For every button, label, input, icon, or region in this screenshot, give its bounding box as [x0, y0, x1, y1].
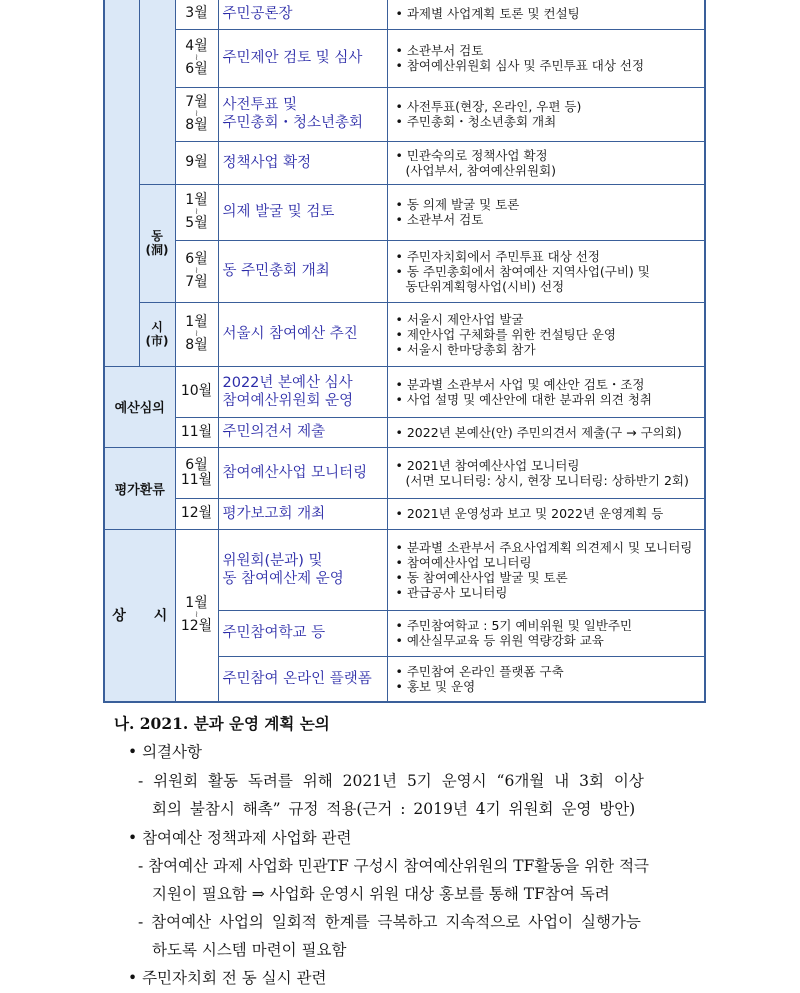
si-label [139, 302, 175, 366]
desc-line: • 참여예산위원회 심사 및 주민투표 대상 선정 [395, 58, 645, 73]
title-cell: 평가보고회 개최 [218, 498, 387, 529]
desc-line: • 홍보 및 운영 [395, 678, 476, 694]
month-cell: 10월 [175, 366, 218, 417]
month: 6월 [185, 456, 208, 473]
table-row [104, 29, 705, 87]
desc-line: • 주민자치회에서 주민투표 대상 선정 [395, 248, 600, 264]
section-heading: 나. 2021. 분과 운영 계획 논의 [114, 714, 330, 733]
title-line: 사전투표 및 [222, 97, 298, 113]
title-line: 참여예산위원회 운영 [222, 392, 354, 409]
desc-line: • 관급공사 모니터링 [395, 584, 508, 600]
desc-cell [387, 417, 705, 447]
desc-line: • 참여예산사업 모니터링 [395, 554, 532, 570]
table-row [104, 0, 705, 29]
desc-line: • 동 참여예산사업 발굴 및 토론 [395, 569, 568, 585]
month-cell: 12월 [175, 498, 218, 529]
month: 9월 [185, 154, 208, 170]
table-row [104, 366, 705, 417]
month: 4월 [185, 38, 208, 54]
desc-cell [387, 0, 705, 29]
desc-line: • 동 의제 발굴 및 토론 [395, 197, 520, 212]
title-cell [218, 366, 387, 417]
desc-line: • 분과별 소관부서 사업 및 예산안 검토・조정 [395, 376, 645, 392]
desc-line: • 주민참여 온라인 플랫폼 구축 [395, 663, 564, 679]
desc-line: • 과제별 사업계획 토론 및 컨설팅 [395, 6, 580, 22]
month-cell: 1월 ≀ 12월 [175, 529, 218, 702]
label-line: (市) [145, 334, 169, 348]
desc-line: • 2021년 운영성과 보고 및 2022년 운영계획 등 [395, 506, 664, 521]
month-cell: 1월 ≀ 8월 [175, 302, 218, 366]
title-cell: 참여예산사업 모니터링 [218, 447, 387, 498]
dash-item: - 참여예산 사업의 일회적 한계를 극복하고 지속적으로 사업이 실행가능 [138, 913, 641, 931]
desc-cell [387, 302, 705, 366]
table-row [104, 447, 705, 498]
desc-line: (사업부서, 참여예산위원회) [405, 162, 557, 178]
title-line: 동 참여예산제 운영 [222, 570, 344, 587]
table-row [104, 240, 705, 302]
table-row [104, 417, 705, 447]
bullet-item: • 의결사항 [128, 743, 202, 761]
desc-cell [387, 529, 705, 610]
month: 7월 [185, 274, 208, 290]
bullet-item: • 참여예산 정책과제 사업화 관련 [128, 829, 352, 847]
desc-line: • 서울시 제안사업 발굴 [395, 311, 524, 327]
dash-item-cont: 지원이 필요함 ⇒ 사업화 운영시 위원 대상 홍보를 통해 TF참여 독려 [152, 885, 610, 903]
label-line: 동 [151, 229, 163, 243]
title-cell: 서울시 참여예산 추진 [218, 302, 387, 366]
desc-cell [387, 498, 705, 529]
month: 12월 [180, 618, 213, 635]
desc-line: • 사전투표(현장, 온라인, 우편 등) [395, 99, 582, 114]
month-cell: 1월 ≀ 5월 [175, 184, 218, 240]
title-cell: 주민참여학교 등 [218, 610, 387, 656]
title-cell: 의제 발굴 및 검토 [218, 184, 387, 240]
month: 1월 [185, 595, 208, 612]
schedule-table [103, 0, 706, 703]
month: 7월 [185, 94, 208, 110]
desc-cell [387, 366, 705, 417]
desc-line: • 사업 설명 및 예산안에 대한 분과위 의견 청취 [395, 391, 653, 407]
month: 8월 [185, 117, 208, 133]
desc-cell [387, 141, 705, 184]
month: 6월 [185, 251, 208, 267]
title-cell: 동 주민총회 개최 [218, 240, 387, 302]
desc-line: • 서울시 한마당총회 참가 [395, 341, 536, 357]
table-row [104, 498, 705, 529]
title-line: 위원회(분과) 및 [222, 552, 323, 569]
table-row [104, 141, 705, 184]
title-cell: 주민참여 온라인 플랫폼 [218, 656, 387, 702]
desc-line: 동단위계획형사업(시비) 선정 [405, 278, 565, 294]
month-cell [175, 141, 218, 184]
table-row [104, 302, 705, 366]
dash-item-cont: 하도록 시스템 마련이 필요함 [152, 941, 347, 959]
always-label: 상 시 [104, 529, 175, 702]
dash-item: - 참여예산 과제 사업화 민관TF 구성시 참여예산위원의 TF활동을 위한 적극 [138, 857, 650, 875]
desc-cell [387, 29, 705, 87]
desc-line: • 예산실무교육 등 위원 역량강화 교육 [395, 633, 604, 648]
month-cell [175, 447, 218, 498]
title-cell: 정책사업 확정 [218, 141, 387, 184]
month: 1월 [185, 192, 208, 208]
title-cell: 주민의견서 제출 [218, 417, 387, 447]
group-cell [104, 0, 139, 366]
month: 3월 [185, 5, 208, 22]
desc-line: • 소관부서 검토 [395, 43, 484, 58]
desc-line: • 주민총회・청소년총회 개최 [395, 114, 557, 129]
desc-line: • 소관부서 검토 [395, 212, 484, 227]
dash-item: - 위원회 활동 독려를 위해 2021년 5기 운영시 “6개월 내 3회 이상 [138, 772, 644, 790]
desc-cell [387, 240, 705, 302]
dong-label [139, 184, 175, 302]
desc-line: • 분과별 소관부서 주요사업계획 의견제시 및 모니터링 [395, 539, 693, 555]
desc-line: • 제안사업 구체화를 위한 컨설팅단 운영 [395, 326, 616, 342]
title-line: 2022년 본예산 심사 [222, 374, 353, 391]
month-cell: 11월 [175, 417, 218, 447]
desc-line: (서면 모니터링: 상시, 현장 모니터링: 상하반기 2회) [405, 472, 689, 488]
desc-cell [387, 447, 705, 498]
desc-line: • 동 주민총회에서 참여예산 지역사업(구비) 및 [395, 263, 650, 279]
table-row [104, 184, 705, 240]
budget-review-label: 예산심의 [104, 366, 175, 447]
desc-line: • 2021년 참여예산사업 모니터링 [395, 457, 580, 473]
desc-cell [387, 184, 705, 240]
month: 6월 [185, 61, 208, 77]
desc-line: • 민관숙의로 정책사업 확정 [395, 147, 548, 163]
month-cell: 6월 ≀ 7월 [175, 240, 218, 302]
evaluation-label: 평가환류 [104, 447, 175, 529]
table-row [104, 87, 705, 141]
title-line: 주민총회・청소년총회 [222, 115, 364, 131]
month-cell: 7월 ≀ 8월 [175, 87, 218, 141]
desc-line: • 주민참여학교 : 5기 예비위원 및 일반주민 [395, 618, 633, 633]
title-cell: 주민제안 검토 및 심사 [218, 29, 387, 87]
title-cell [218, 87, 387, 141]
subgroup-cell [139, 0, 175, 184]
month: 1월 [185, 314, 208, 330]
month-cell: 4월 ≀ 6월 [175, 29, 218, 87]
desc-line: • 2022년 본예산(안) 주민의견서 제출(구 → 구의회) [395, 424, 682, 440]
label-line: (洞) [145, 243, 169, 257]
bullet-item: • 주민자치회 전 동 실시 관련 [128, 969, 327, 987]
month: 8월 [185, 337, 208, 353]
table-row [104, 529, 705, 610]
desc-cell [387, 87, 705, 141]
desc-cell [387, 656, 705, 702]
label-line: 시 [151, 320, 163, 334]
month: 11월 [180, 471, 213, 488]
desc-cell [387, 610, 705, 656]
dash-item-cont: 회의 불참시 해촉” 규정 적용(근거 : 2019년 4기 위원회 운영 방안) [152, 800, 636, 818]
title-cell [218, 529, 387, 610]
title-cell: 주민공론장 [218, 0, 387, 29]
month: 5월 [185, 215, 208, 231]
month-cell [175, 0, 218, 29]
